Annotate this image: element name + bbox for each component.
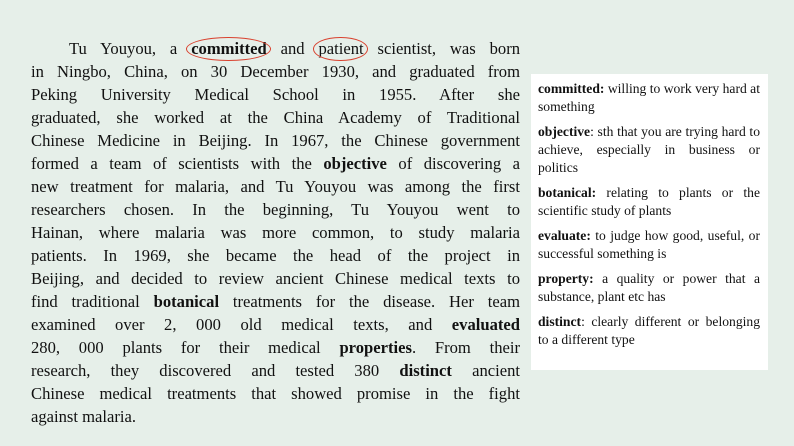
glossary-box	[531, 74, 768, 370]
passage-text: in Ningbo, China, on 30 December 1930, and graduated from	[31, 62, 520, 81]
glossary-entry	[538, 123, 760, 177]
glossary-entry	[538, 80, 760, 116]
passage-text: researchers chosen. In the beginning, Tu Youyou went to	[31, 200, 520, 219]
passage-text: Peking University Medical School in 1955. After she	[31, 85, 520, 104]
glossary-entry	[538, 313, 760, 349]
glossary-term: botanical:	[538, 185, 597, 200]
passage-line	[31, 106, 520, 129]
glossary-definition: : clearly different or belonging to a different type	[538, 314, 760, 347]
passage-text: . From their	[411, 338, 520, 357]
reading-passage	[31, 37, 520, 428]
passage-text: Beijing, and decided to review ancient Chinese medical texts to	[31, 269, 520, 288]
glossary-entry	[538, 227, 760, 263]
passage-line	[31, 405, 520, 428]
glossary-term: committed:	[538, 81, 605, 96]
passage-text: treatments for the disease. Her team	[219, 292, 520, 311]
glossary-term: distinct	[538, 314, 582, 329]
passage-line	[31, 37, 520, 60]
passage-line	[31, 221, 520, 244]
glossary-term: property:	[538, 271, 594, 286]
passage-line	[31, 83, 520, 106]
circled-keyword: committed	[191, 39, 267, 58]
glossary-term: evaluate:	[538, 228, 591, 243]
passage-line	[31, 382, 520, 405]
passage-line	[31, 313, 520, 336]
passage-text: Tu Youyou, a	[69, 39, 192, 58]
passage-line	[31, 129, 520, 152]
passage-text: 280, 000 plants for their medical	[31, 338, 340, 357]
glossary-term: objective	[538, 124, 591, 139]
bold-keyword: properties	[339, 338, 412, 357]
passage-line	[31, 244, 520, 267]
circled-keyword: patient	[318, 39, 364, 58]
passage-text: Chinese Medicine in Beijing. In 1967, the Chinese government	[31, 131, 520, 150]
glossary-definition: to judge how good, useful, or successful something is	[538, 228, 760, 261]
bold-keyword: distinct	[399, 361, 452, 380]
bold-keyword: evaluated	[451, 315, 520, 334]
passage-text: scientist, was born	[363, 39, 521, 58]
passage-line	[31, 267, 520, 290]
bold-keyword: objective	[323, 154, 387, 173]
passage-text: find traditional	[31, 292, 154, 311]
passage-text: graduated, she worked at the China Academy of Traditional	[31, 108, 520, 127]
passage-text: Hainan, where malaria was more common, to study malaria	[31, 223, 520, 242]
passage-text: and	[266, 39, 319, 58]
passage-line	[31, 152, 520, 175]
passage-text: against malaria.	[31, 407, 137, 426]
glossary-entry	[538, 184, 760, 220]
passage-line	[31, 336, 520, 359]
passage-line	[31, 175, 520, 198]
passage-line	[31, 60, 520, 83]
glossary-definition: relating to plants or the scientific study of plants	[538, 185, 760, 218]
passage-text: of discovering a	[386, 154, 520, 173]
passage-text: Chinese medical treatments that showed promise in the fight	[31, 384, 520, 403]
passage-line	[31, 198, 520, 221]
glossary-definition: a quality or power that a substance, plant etc has	[538, 271, 760, 304]
passage-text: formed a team of scientists with the	[31, 154, 324, 173]
bold-keyword: botanical	[153, 292, 220, 311]
passage-text: new treatment for malaria, and Tu Youyou was among the first	[31, 177, 520, 196]
glossary-entry	[538, 270, 760, 306]
glossary-definition: willing to work very hard at something	[538, 81, 760, 114]
passage-line	[31, 359, 520, 382]
passage-text: ancient	[451, 361, 521, 380]
passage-text: patients. In 1969, she became the head of the project in	[31, 246, 520, 265]
passage-text: research, they discovered and tested 380	[31, 361, 400, 380]
passage-line	[31, 290, 520, 313]
passage-text: examined over 2, 000 old medical texts, and	[31, 315, 452, 334]
glossary-definition: : sth that you are trying hard to achieve, especially in business or politics	[538, 124, 760, 175]
